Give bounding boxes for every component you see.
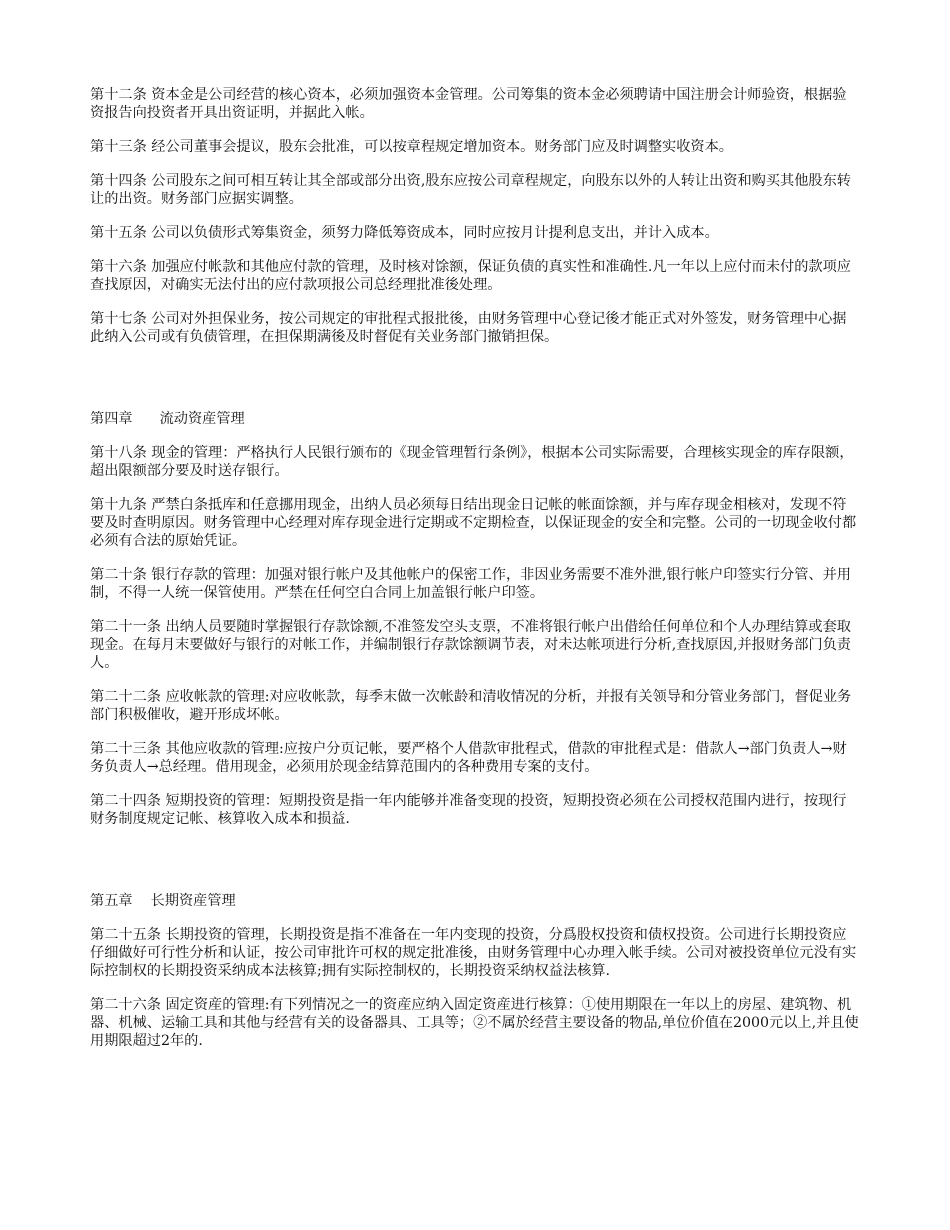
article-16: 第十六条 加强应付帐款和其他应付款的管理，及时核对馀额，保证负债的真实性和准确性.凡一年以上应付而未付的款项应查找原因，对确实无法付出的应付款项报公司总经理批准後处理。 bbox=[90, 259, 851, 293]
chapter-four-heading: 第四章 流动资産管理 bbox=[90, 411, 245, 427]
chapter-five-heading: 第五章 长期资産管理 bbox=[90, 893, 236, 909]
section-spacer bbox=[90, 362, 860, 410]
article-13: 第十三条 经公司董事会提议，股东会批准，可以按章程规定增加资本。财务部门应及时调整实收资本。 bbox=[90, 139, 733, 155]
article-25: 第二十五条 长期投资的管理，长期投资是指不准备在一年内变现的投资，分爲股权投资和债权投资。公司进行长期投资应仔细做好可行性分析和认证，按公司审批许可权的规定批准後，由财务管理中心办理入帐手续。公司对被投资单位元没有实际控制权的长期投资采纳成本法核算;拥有实际控制权的，长期投资采纳权益法核算. bbox=[90, 927, 857, 979]
article-19: 第十九条 严禁白条抵库和任意挪用现金，出纳人员必须每日结出现金日记帐的帐面馀额，并与库存现金相核对，发现不符要及时查明原因。财务管理中心经理对库存现金进行定期或不定期检查，以保证现金的安全和完整。公司的一切现金收付都必须有合法的原始凭证。 bbox=[90, 497, 857, 549]
article-22: 第二十二条 应收帐款的管理:对应收帐款，每季末做一次帐龄和清收情况的分析，并报有关领导和分管业务部门，督促业务部门积极催收，避开形成坏帐。 bbox=[90, 689, 852, 723]
article-24: 第二十四条 短期投资的管理：短期投资是指一年内能够并准备变现的投资，短期投资必须在公司授权范围内进行，按现行财务制度规定记帐、核算收入成本和损益. bbox=[90, 793, 847, 827]
article-21: 第二十一条 出纳人员要随时掌握银行存款馀额,不准签发空头支票，不准将银行帐户出借给任何单位和个人办理结算或套取现金。在每月末要做好与银行的对帐工作，并编制银行存款馀额调节表，对未达帐项进行分析,查找原因,并报财务部门负责人。 bbox=[90, 619, 851, 671]
article-17: 第十七条 公司对外担保业务，按公司规定的审批程式报批後，由财务管理中心登记後才能正式对外签发，财务管理中心据此纳入公司或有负债管理，在担保期满後及时督促有关业务部门撤销担保。 bbox=[90, 311, 847, 345]
article-12: 第十二条 资本金是公司经营的核心资本，必须加强资本金管理。公司筹集的资本金必须聘请中国注册会计师验资，根据验资报告向投资者开具出资证明，并据此入帐。 bbox=[90, 87, 847, 121]
article-23: 第二十三条 其他应收款的管理:应按户分页记帐，要严格个人借款审批程式，借款的审批程式是：借款人→部门负责人→财务负责人→总经理。借用现金，必须用於现金结算范围内的各种费用专案的支付。 bbox=[90, 741, 847, 775]
article-26: 第二十六条 固定资産的管理:有下列情况之一的资産应纳入固定资産进行核算：①使用期限在一年以上的房屋、建筑物、机器、机械、运输工具和其他与经营有关的设备器具、工具等；②不属於经营主要设备的物品,单位价值在2000元以上,并且使用期限超过2年的. bbox=[90, 997, 859, 1049]
article-20: 第二十条 银行存款的管理：加强对银行帐户及其他帐户的保密工作，非因业务需要不准外泄,银行帐户印签实行分管、并用制，不得一人统一保管使用。严禁在任何空白合同上加盖银行帐户印签。 bbox=[90, 567, 851, 601]
document-body bbox=[90, 86, 860, 1066]
section-spacer bbox=[90, 844, 860, 892]
article-18: 第十八条 现金的管理：严格执行人民银行颁布的《现金管理暂行条例》，根据本公司实际需要，合理核实现金的库存限额，超出限额部分要及时送存银行。 bbox=[90, 445, 854, 479]
article-14: 第十四条 公司股东之间可相互转让其全部或部分出资,股东应按公司章程规定，向股东以外的人转让出资和购买其他股东转让的出资。财务部门应据实调整。 bbox=[90, 173, 851, 207]
article-15: 第十五条 公司以负债形式筹集资金，须努力降低筹资成本，同时应按月计提利息支出，并计入成本。 bbox=[90, 225, 719, 241]
